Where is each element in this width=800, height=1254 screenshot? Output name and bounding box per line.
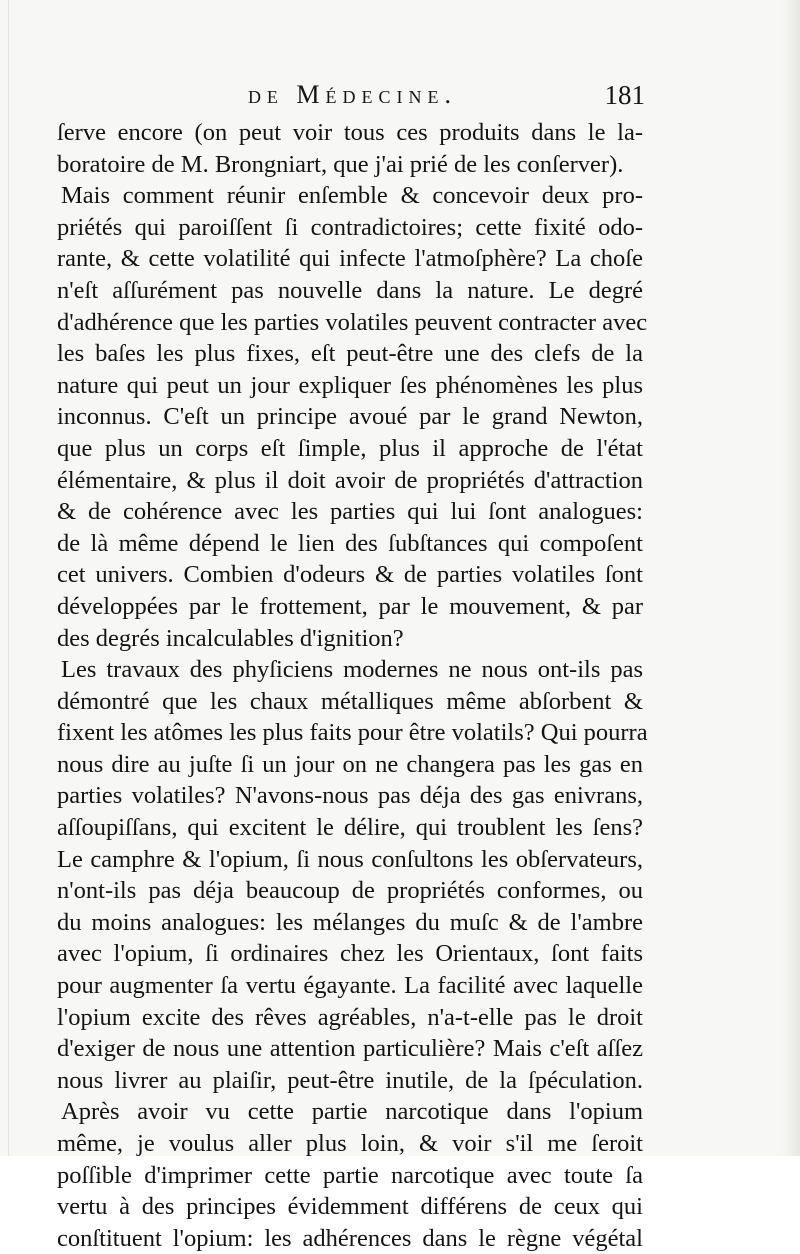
text-line: n'ont-ils pas déja beaucoup de propriétés conformes, ou (57, 877, 643, 905)
text-line: Le camphre & l'opium, ſi nous conſultons les obſervateurs, (57, 845, 643, 873)
page-edge-shadow (782, 0, 800, 1156)
text-line: même, je voulus aller plus loin, & voir s'il me ſeroit (57, 1130, 643, 1157)
text-line: du moins analogues: les mélanges du muſc & de l'ambre (57, 908, 643, 936)
text-line: que plus un corps eſt ſimple, plus il approche de l'état (57, 434, 643, 462)
text-line: vertu à des principes évidemment différens de ceux qui (57, 1193, 643, 1221)
page-number: 181 (604, 80, 645, 110)
text-line: fixent les atômes les plus faits pour être volatils? Qui pourra (57, 719, 648, 747)
text-line: Après avoir vu cette partie narcotique dans l'opium (61, 1098, 643, 1126)
text-line: Les travaux des phyſiciens modernes ne nous ont-ils pas (61, 656, 643, 684)
text-line: inconnus. C'eſt un principe avoué par le grand Newton, (57, 403, 643, 431)
text-line: conſtituent l'opium: les adhérences dans le règne végétal (57, 1224, 643, 1252)
text-line: nous dire au juſte ſi un jour on ne changera pas les gas en (57, 750, 643, 778)
running-title: de Médecine. (247, 80, 458, 109)
text-line: l'opium excite des rêves agréables, n'a-t-elle pas le droit (57, 1003, 643, 1031)
text-line: de là même dépend le lien des ſubſtances qui compoſent (57, 529, 643, 557)
text-line: démontré que les chaux métalliques même abſorbent & (57, 687, 643, 715)
text-line: cet univers. Combien d'odeurs & de parties volatiles ſont (57, 561, 643, 589)
text-line: aſſoupiſſans, qui excitent le délire, qui troublent les ſens? (57, 814, 643, 842)
text-line: n'eſt aſſurément pas nouvelle dans la nature. Le degré (57, 276, 643, 304)
text-line: avec l'opium, ſi ordinaires chez les Orientaux, ſont faits (57, 940, 643, 968)
text-line: ſerve encore (on peut voir tous ces produits dans le la- (57, 119, 643, 146)
text-line: élémentaire, & plus il doit avoir de propriétés d'attraction (57, 466, 643, 494)
page-header (60, 80, 645, 114)
text-line: nous livrer au plaiſir, peut-être inutile, de la ſpéculation. (57, 1066, 643, 1094)
text-line: priétés qui paroiſſent ſi contradictoires; cette fixité odo- (57, 213, 643, 241)
text-line: poſſible d'imprimer cette partie narcotique avec toute ſa (57, 1161, 643, 1189)
text-line: des degrés incalculables d'ignition? (57, 624, 404, 652)
page-gutter-shadow (8, 0, 9, 1156)
text-line: rante, & cette volatilité qui infecte l'atmoſphère? La choſe (57, 245, 643, 273)
text-line: Mais comment réunir enſemble & concevoir deux pro- (61, 182, 643, 210)
text-line: pour augmenter ſa vertu égayante. La facilité avec laquelle (57, 972, 643, 1000)
text-line: parties volatiles? N'avons-nous pas déja des gas enivrans, (57, 782, 643, 810)
text-line: boratoire de M. Brongniart, que j'ai prié de les conſerver). (57, 150, 624, 178)
text-line: & de cohérence avec les parties qui lui ſont analogues: (57, 498, 643, 526)
text-line: d'exiger de nous une attention particulière? Mais c'eſt aſſez (57, 1035, 643, 1063)
body-text (57, 117, 648, 1254)
text-line: d'adhérence que les parties volatiles peuvent contracter avec (57, 308, 648, 336)
text-line: nature qui peut un jour expliquer ſes phénomènes les plus (57, 371, 643, 399)
text-line: les baſes les plus fixes, eſt peut-être une des clefs de la (57, 340, 643, 368)
text-line: développées par le frottement, par le mouvement, & par (57, 592, 643, 620)
